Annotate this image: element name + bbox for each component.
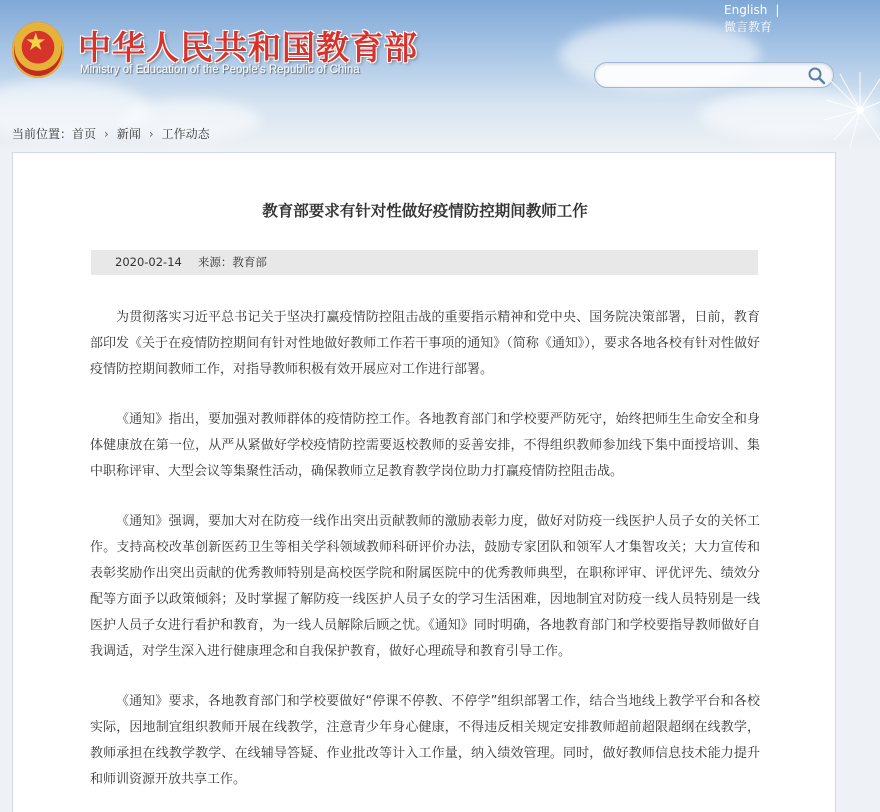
- language-links: [724, 2, 779, 36]
- article-meta: [91, 250, 758, 275]
- article-title: 教育部要求有针对性做好疫情防控期间教师工作: [262, 202, 588, 220]
- search-input[interactable]: [607, 66, 803, 84]
- article-paragraph: 《通知》强调，要加大对在防疫一线作出突出贡献教师的激励表彰力度，做好对防疫一线医护人员子女的关怀工作。支持高校改革创新医药卫生等相关学科领域教师科研评价办法，鼓励专家团队和领军人才集智攻关；大力宣传和表彰奖励作出突出贡献的优秀教师特别是高校医学院和附属医院中的优秀教师典型，在职称评审、评优评先、绩效分配等方面予以政策倾斜；及时掌握了解防疫一线医护人员子女的学习生活困难，因地制宜对防疫一线人员特别是一线医护人员子女进行看护和教育，为一线人员解除后顾之忧。《通知》同时明确，各地教育部门和学校要指导教师做好自我调适，对学生深入进行健康理念和自我保护教育，做好心理疏导和教育引导工作。: [90, 514, 760, 659]
- site-subtitle: Ministry of Education of the People's Republic of China: [80, 64, 360, 76]
- breadcrumb: [12, 125, 210, 142]
- article-paragraph: 《通知》指出，要加强对教师群体的疫情防控工作。各地教育部门和学校要严防死守，始终把师生生命安全和身体健康放在第一位，从严从紧做好学校疫情防控需要返校教师的妥善安排，不得组织教师参加线下集中面授培训、集中职称评审、大型会议等集聚性活动，确保教师立足教育教学岗位助力打赢疫情防控阻击战。: [90, 412, 760, 479]
- breadcrumb-news[interactable]: 新闻: [116, 127, 141, 141]
- article-date: 2020-02-14: [115, 255, 182, 269]
- breadcrumb-home[interactable]: 首页: [72, 127, 97, 141]
- search-box: [594, 62, 834, 88]
- article-panel: [12, 152, 836, 812]
- chevron-right-icon: ›: [148, 127, 154, 141]
- article-body: [90, 305, 760, 812]
- breadcrumb-work-updates[interactable]: 工作动态: [161, 127, 210, 141]
- dandelion-decoration-icon: [820, 70, 880, 150]
- article-source: 来源：教育部: [197, 255, 267, 269]
- breadcrumb-prefix: 当前位置：: [12, 127, 73, 141]
- english-link[interactable]: English: [724, 3, 768, 17]
- article-paragraph: 《通知》要求，各地教育部门和学校要做好“停课不停教、不停学”组织部署工作，结合当地线上教学平台和各校实际，因地制宜组织教师开展在线教学，注意青少年身心健康，不得违反相关规定安排教师超前超限超纲在线教学，教师承担在线教学教学、在线辅导答疑、作业批改等计入工作量，纳入绩效管理。同时，做好教师信息技术能力提升和师训资源开放共享工作。: [90, 694, 760, 787]
- article-paragraph: 为贯彻落实习近平总书记关于坚决打赢疫情防控阻击战的重要指示精神和党中央、国务院决策部署，日前，教育部印发《关于在疫情防控期间有针对性地做好教师工作若干事项的通知》（简称《通知》），要求各地各校有针对性做好疫情防控期间教师工作，对指导教师积极有效开展应对工作进行部署。: [90, 310, 760, 377]
- link-separator: |: [775, 3, 780, 17]
- weiyan-jiaoyu-link[interactable]: 微言教育: [724, 20, 773, 34]
- chevron-right-icon: ›: [104, 127, 109, 141]
- national-emblem-icon[interactable]: ★: [12, 22, 64, 78]
- site-title[interactable]: 中华人民共和国教育部: [78, 28, 418, 67]
